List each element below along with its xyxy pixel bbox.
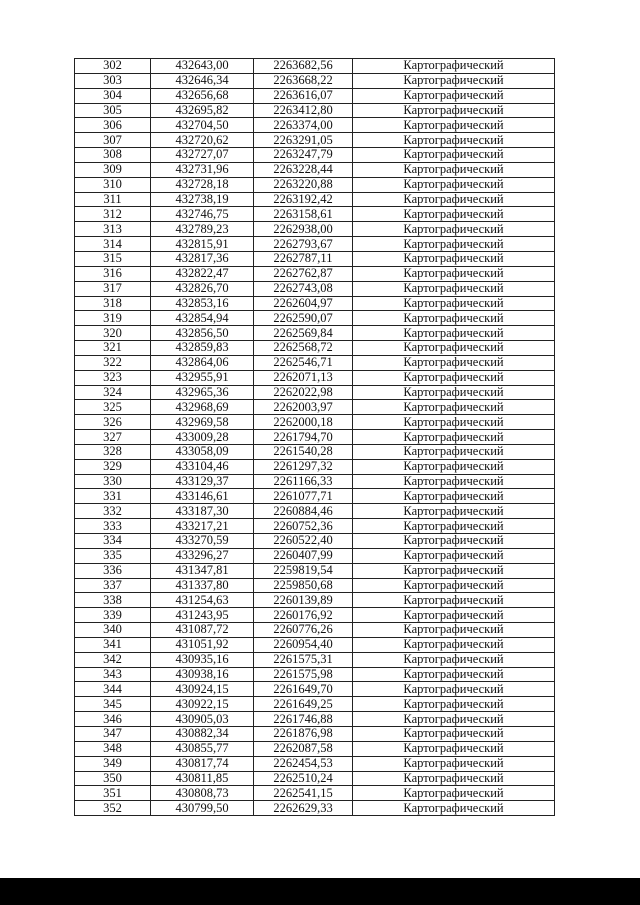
method-cell: Картографический — [353, 489, 555, 504]
point-number-cell: 348 — [75, 741, 151, 756]
point-number-cell: 349 — [75, 756, 151, 771]
method-cell: Картографический — [353, 162, 555, 177]
point-number-cell: 334 — [75, 534, 151, 549]
y-coordinate-cell: 2262003,97 — [254, 400, 353, 415]
y-coordinate-cell: 2262568,72 — [254, 341, 353, 356]
table-row — [75, 133, 555, 148]
method-cell: Картографический — [353, 73, 555, 88]
method-cell: Картографический — [353, 207, 555, 222]
x-coordinate-cell: 430882,34 — [151, 726, 254, 741]
point-number-cell: 328 — [75, 444, 151, 459]
x-coordinate-cell: 431243,95 — [151, 608, 254, 623]
x-coordinate-cell: 433146,61 — [151, 489, 254, 504]
y-coordinate-cell: 2263374,00 — [254, 118, 353, 133]
method-cell: Картографический — [353, 697, 555, 712]
method-cell: Картографический — [353, 192, 555, 207]
y-coordinate-cell: 2262546,71 — [254, 355, 353, 370]
y-coordinate-cell: 2262793,67 — [254, 237, 353, 252]
x-coordinate-cell: 432704,50 — [151, 118, 254, 133]
table-row — [75, 652, 555, 667]
x-coordinate-cell: 432815,91 — [151, 237, 254, 252]
method-cell: Картографический — [353, 741, 555, 756]
method-cell: Картографический — [353, 103, 555, 118]
table-row — [75, 118, 555, 133]
x-coordinate-cell: 430938,16 — [151, 667, 254, 682]
x-coordinate-cell: 431051,92 — [151, 637, 254, 652]
method-cell: Картографический — [353, 341, 555, 356]
y-coordinate-cell: 2260139,89 — [254, 593, 353, 608]
method-cell: Картографический — [353, 548, 555, 563]
x-coordinate-cell: 432817,36 — [151, 251, 254, 266]
table-row — [75, 504, 555, 519]
x-coordinate-cell: 433187,30 — [151, 504, 254, 519]
method-cell: Картографический — [353, 430, 555, 445]
table-row — [75, 326, 555, 341]
point-number-cell: 325 — [75, 400, 151, 415]
y-coordinate-cell: 2263220,88 — [254, 177, 353, 192]
point-number-cell: 306 — [75, 118, 151, 133]
x-coordinate-cell: 433129,37 — [151, 474, 254, 489]
y-coordinate-cell: 2261077,71 — [254, 489, 353, 504]
method-cell: Картографический — [353, 326, 555, 341]
point-number-cell: 346 — [75, 712, 151, 727]
table-row — [75, 741, 555, 756]
point-number-cell: 331 — [75, 489, 151, 504]
table-row — [75, 519, 555, 534]
method-cell: Картографический — [353, 222, 555, 237]
point-number-cell: 323 — [75, 370, 151, 385]
point-number-cell: 311 — [75, 192, 151, 207]
method-cell: Картографический — [353, 118, 555, 133]
point-number-cell: 305 — [75, 103, 151, 118]
y-coordinate-cell: 2262762,87 — [254, 266, 353, 281]
table-row — [75, 192, 555, 207]
table-row — [75, 712, 555, 727]
method-cell: Картографический — [353, 400, 555, 415]
x-coordinate-cell: 431347,81 — [151, 563, 254, 578]
y-coordinate-cell: 2262454,53 — [254, 756, 353, 771]
method-cell: Картографический — [353, 786, 555, 801]
y-coordinate-cell: 2260176,92 — [254, 608, 353, 623]
point-number-cell: 314 — [75, 237, 151, 252]
table-row — [75, 697, 555, 712]
point-number-cell: 337 — [75, 578, 151, 593]
table-row — [75, 400, 555, 415]
y-coordinate-cell: 2261649,25 — [254, 697, 353, 712]
method-cell: Картографический — [353, 563, 555, 578]
x-coordinate-cell: 430855,77 — [151, 741, 254, 756]
x-coordinate-cell: 432789,23 — [151, 222, 254, 237]
point-number-cell: 340 — [75, 623, 151, 638]
method-cell: Картографический — [353, 504, 555, 519]
y-coordinate-cell: 2262087,58 — [254, 741, 353, 756]
method-cell: Картографический — [353, 474, 555, 489]
method-cell: Картографический — [353, 608, 555, 623]
x-coordinate-cell: 431337,80 — [151, 578, 254, 593]
method-cell: Картографический — [353, 148, 555, 163]
point-number-cell: 303 — [75, 73, 151, 88]
y-coordinate-cell: 2263616,07 — [254, 88, 353, 103]
x-coordinate-cell: 432822,47 — [151, 266, 254, 281]
table-row — [75, 459, 555, 474]
point-number-cell: 338 — [75, 593, 151, 608]
y-coordinate-cell: 2260522,40 — [254, 534, 353, 549]
method-cell: Картографический — [353, 652, 555, 667]
table-row — [75, 103, 555, 118]
point-number-cell: 324 — [75, 385, 151, 400]
method-cell: Картографический — [353, 385, 555, 400]
method-cell: Картографический — [353, 623, 555, 638]
table-row — [75, 88, 555, 103]
y-coordinate-cell: 2261575,98 — [254, 667, 353, 682]
x-coordinate-cell: 432853,16 — [151, 296, 254, 311]
point-number-cell: 333 — [75, 519, 151, 534]
x-coordinate-cell: 432826,70 — [151, 281, 254, 296]
method-cell: Картографический — [353, 251, 555, 266]
y-coordinate-cell: 2262743,08 — [254, 281, 353, 296]
table-row — [75, 489, 555, 504]
table-row — [75, 786, 555, 801]
table-row — [75, 162, 555, 177]
y-coordinate-cell: 2262071,13 — [254, 370, 353, 385]
method-cell: Картографический — [353, 726, 555, 741]
method-cell: Картографический — [353, 682, 555, 697]
point-number-cell: 347 — [75, 726, 151, 741]
table-row — [75, 59, 555, 74]
x-coordinate-cell: 432695,82 — [151, 103, 254, 118]
y-coordinate-cell: 2260776,26 — [254, 623, 353, 638]
point-number-cell: 313 — [75, 222, 151, 237]
table-row — [75, 623, 555, 638]
y-coordinate-cell: 2259819,54 — [254, 563, 353, 578]
method-cell: Картографический — [353, 59, 555, 74]
y-coordinate-cell: 2263192,42 — [254, 192, 353, 207]
x-coordinate-cell: 433104,46 — [151, 459, 254, 474]
y-coordinate-cell: 2263682,56 — [254, 59, 353, 74]
y-coordinate-cell: 2263158,61 — [254, 207, 353, 222]
y-coordinate-cell: 2263668,22 — [254, 73, 353, 88]
table-row — [75, 148, 555, 163]
y-coordinate-cell: 2262569,84 — [254, 326, 353, 341]
point-number-cell: 308 — [75, 148, 151, 163]
x-coordinate-cell: 432656,68 — [151, 88, 254, 103]
x-coordinate-cell: 430811,85 — [151, 771, 254, 786]
x-coordinate-cell: 432856,50 — [151, 326, 254, 341]
y-coordinate-cell: 2261166,33 — [254, 474, 353, 489]
y-coordinate-cell: 2262787,11 — [254, 251, 353, 266]
method-cell: Картографический — [353, 444, 555, 459]
method-cell: Картографический — [353, 415, 555, 430]
y-coordinate-cell: 2261540,28 — [254, 444, 353, 459]
table-row — [75, 222, 555, 237]
y-coordinate-cell: 2263228,44 — [254, 162, 353, 177]
x-coordinate-cell: 430905,03 — [151, 712, 254, 727]
method-cell: Картографический — [353, 578, 555, 593]
method-cell: Картографический — [353, 593, 555, 608]
point-number-cell: 339 — [75, 608, 151, 623]
y-coordinate-cell: 2261649,70 — [254, 682, 353, 697]
x-coordinate-cell: 432969,58 — [151, 415, 254, 430]
x-coordinate-cell: 430817,74 — [151, 756, 254, 771]
method-cell: Картографический — [353, 370, 555, 385]
table-row — [75, 415, 555, 430]
x-coordinate-cell: 432728,18 — [151, 177, 254, 192]
method-cell: Картографический — [353, 266, 555, 281]
method-cell: Картографический — [353, 667, 555, 682]
point-number-cell: 312 — [75, 207, 151, 222]
point-number-cell: 315 — [75, 251, 151, 266]
table-row — [75, 341, 555, 356]
table-row — [75, 637, 555, 652]
table-row — [75, 608, 555, 623]
point-number-cell: 302 — [75, 59, 151, 74]
x-coordinate-cell: 432968,69 — [151, 400, 254, 415]
table-row — [75, 237, 555, 252]
y-coordinate-cell: 2262590,07 — [254, 311, 353, 326]
y-coordinate-cell: 2261746,88 — [254, 712, 353, 727]
x-coordinate-cell: 432720,62 — [151, 133, 254, 148]
table-row — [75, 177, 555, 192]
x-coordinate-cell: 430935,16 — [151, 652, 254, 667]
point-number-cell: 335 — [75, 548, 151, 563]
x-coordinate-cell: 433009,28 — [151, 430, 254, 445]
point-number-cell: 342 — [75, 652, 151, 667]
method-cell: Картографический — [353, 712, 555, 727]
table-row — [75, 296, 555, 311]
x-coordinate-cell: 432965,36 — [151, 385, 254, 400]
point-number-cell: 322 — [75, 355, 151, 370]
point-number-cell: 307 — [75, 133, 151, 148]
coordinates-table-body — [75, 59, 555, 816]
y-coordinate-cell: 2262629,33 — [254, 801, 353, 816]
y-coordinate-cell: 2262541,15 — [254, 786, 353, 801]
point-number-cell: 327 — [75, 430, 151, 445]
point-number-cell: 345 — [75, 697, 151, 712]
method-cell: Картографический — [353, 177, 555, 192]
method-cell: Картографический — [353, 771, 555, 786]
y-coordinate-cell: 2263412,80 — [254, 103, 353, 118]
x-coordinate-cell: 433270,59 — [151, 534, 254, 549]
table-row — [75, 667, 555, 682]
method-cell: Картографический — [353, 637, 555, 652]
x-coordinate-cell: 432864,06 — [151, 355, 254, 370]
point-number-cell: 343 — [75, 667, 151, 682]
method-cell: Картографический — [353, 801, 555, 816]
x-coordinate-cell: 431087,72 — [151, 623, 254, 638]
y-coordinate-cell: 2262000,18 — [254, 415, 353, 430]
method-cell: Картографический — [353, 237, 555, 252]
x-coordinate-cell: 430808,73 — [151, 786, 254, 801]
y-coordinate-cell: 2262022,98 — [254, 385, 353, 400]
point-number-cell: 318 — [75, 296, 151, 311]
method-cell: Картографический — [353, 311, 555, 326]
point-number-cell: 304 — [75, 88, 151, 103]
point-number-cell: 320 — [75, 326, 151, 341]
x-coordinate-cell: 432859,83 — [151, 341, 254, 356]
table-row — [75, 355, 555, 370]
table-row — [75, 756, 555, 771]
y-coordinate-cell: 2261297,32 — [254, 459, 353, 474]
point-number-cell: 336 — [75, 563, 151, 578]
point-number-cell: 332 — [75, 504, 151, 519]
point-number-cell: 317 — [75, 281, 151, 296]
table-row — [75, 801, 555, 816]
point-number-cell: 326 — [75, 415, 151, 430]
y-coordinate-cell: 2259850,68 — [254, 578, 353, 593]
y-coordinate-cell: 2262510,24 — [254, 771, 353, 786]
table-row — [75, 311, 555, 326]
y-coordinate-cell: 2262604,97 — [254, 296, 353, 311]
x-coordinate-cell: 431254,63 — [151, 593, 254, 608]
table-row — [75, 726, 555, 741]
x-coordinate-cell: 432731,96 — [151, 162, 254, 177]
y-coordinate-cell: 2260884,46 — [254, 504, 353, 519]
x-coordinate-cell: 432746,75 — [151, 207, 254, 222]
x-coordinate-cell: 433217,21 — [151, 519, 254, 534]
table-row — [75, 534, 555, 549]
table-row — [75, 430, 555, 445]
table-row — [75, 281, 555, 296]
method-cell: Картографический — [353, 355, 555, 370]
coordinates-table — [74, 58, 555, 816]
point-number-cell: 316 — [75, 266, 151, 281]
table-row — [75, 563, 555, 578]
table-row — [75, 207, 555, 222]
y-coordinate-cell: 2263247,79 — [254, 148, 353, 163]
table-row — [75, 771, 555, 786]
method-cell: Картографический — [353, 281, 555, 296]
scan-bottom-band — [0, 878, 640, 905]
x-coordinate-cell: 432643,00 — [151, 59, 254, 74]
method-cell: Картографический — [353, 296, 555, 311]
x-coordinate-cell: 433296,27 — [151, 548, 254, 563]
table-row — [75, 385, 555, 400]
x-coordinate-cell: 432727,07 — [151, 148, 254, 163]
table-row — [75, 548, 555, 563]
point-number-cell: 321 — [75, 341, 151, 356]
y-coordinate-cell: 2260752,36 — [254, 519, 353, 534]
point-number-cell: 309 — [75, 162, 151, 177]
table-row — [75, 73, 555, 88]
method-cell: Картографический — [353, 534, 555, 549]
x-coordinate-cell: 432854,94 — [151, 311, 254, 326]
x-coordinate-cell: 430924,15 — [151, 682, 254, 697]
y-coordinate-cell: 2261575,31 — [254, 652, 353, 667]
x-coordinate-cell: 432646,34 — [151, 73, 254, 88]
point-number-cell: 350 — [75, 771, 151, 786]
table-row — [75, 444, 555, 459]
y-coordinate-cell: 2261876,98 — [254, 726, 353, 741]
x-coordinate-cell: 432955,91 — [151, 370, 254, 385]
method-cell: Картографический — [353, 133, 555, 148]
y-coordinate-cell: 2260954,40 — [254, 637, 353, 652]
table-row — [75, 578, 555, 593]
point-number-cell: 310 — [75, 177, 151, 192]
method-cell: Картографический — [353, 88, 555, 103]
point-number-cell: 344 — [75, 682, 151, 697]
x-coordinate-cell: 430922,15 — [151, 697, 254, 712]
y-coordinate-cell: 2263291,05 — [254, 133, 353, 148]
table-row — [75, 474, 555, 489]
table-row — [75, 251, 555, 266]
point-number-cell: 319 — [75, 311, 151, 326]
x-coordinate-cell: 433058,09 — [151, 444, 254, 459]
method-cell: Картографический — [353, 519, 555, 534]
y-coordinate-cell: 2261794,70 — [254, 430, 353, 445]
y-coordinate-cell: 2260407,99 — [254, 548, 353, 563]
table-row — [75, 370, 555, 385]
x-coordinate-cell: 430799,50 — [151, 801, 254, 816]
y-coordinate-cell: 2262938,00 — [254, 222, 353, 237]
point-number-cell: 330 — [75, 474, 151, 489]
x-coordinate-cell: 432738,19 — [151, 192, 254, 207]
method-cell: Картографический — [353, 756, 555, 771]
point-number-cell: 329 — [75, 459, 151, 474]
point-number-cell: 351 — [75, 786, 151, 801]
table-row — [75, 682, 555, 697]
point-number-cell: 341 — [75, 637, 151, 652]
table-row — [75, 266, 555, 281]
point-number-cell: 352 — [75, 801, 151, 816]
table-row — [75, 593, 555, 608]
method-cell: Картографический — [353, 459, 555, 474]
